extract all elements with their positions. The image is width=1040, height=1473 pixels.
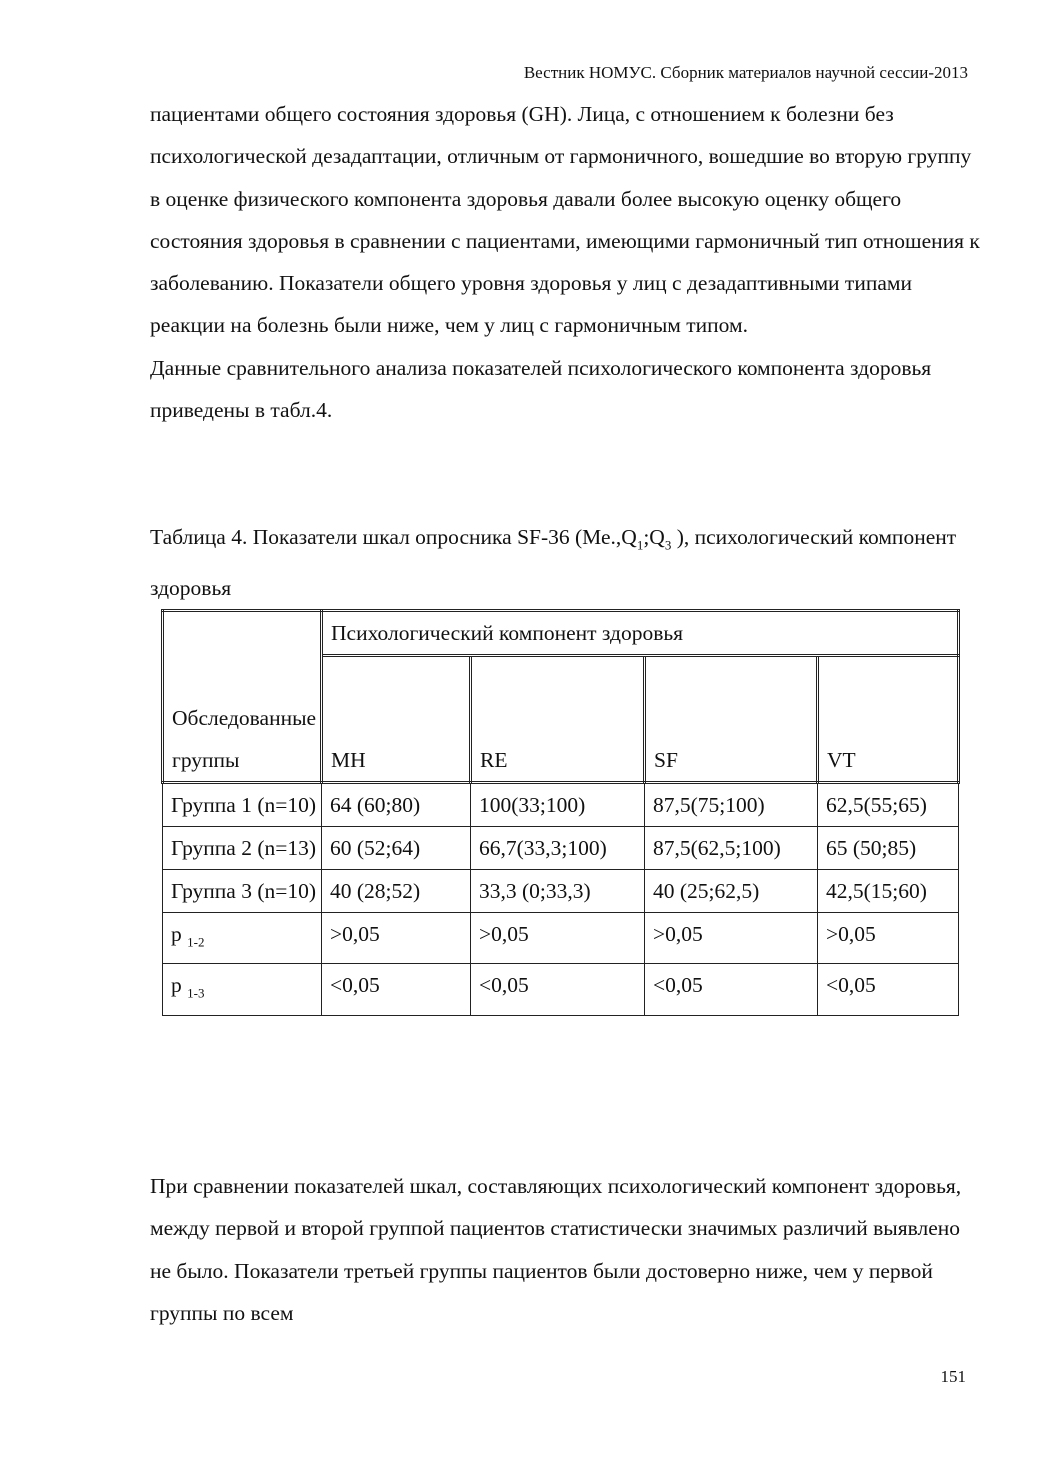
caption-separator: ;Q bbox=[643, 525, 665, 549]
table-row-p-1-2 bbox=[163, 913, 959, 964]
running-header: Вестник НОМУС. Сборник материалов научной сессии-2013 bbox=[523, 63, 968, 82]
p-symbol: p bbox=[171, 922, 182, 946]
cell-vt: <0,05 bbox=[818, 964, 959, 1015]
cell-vt: 65 (50;85) bbox=[818, 827, 959, 870]
cell-mh: 40 (28;52) bbox=[322, 870, 471, 913]
cell-mh: >0,05 bbox=[322, 913, 471, 964]
caption-sub-q1: 1 bbox=[636, 537, 644, 553]
caption-suffix: ), психологический компонент здоровья bbox=[150, 525, 957, 600]
p-subscript: 1-3 bbox=[187, 985, 205, 1001]
row-label bbox=[163, 913, 322, 964]
cell-sf: 87,5(75;100) bbox=[645, 783, 818, 827]
cell-vt: 62,5(55;65) bbox=[818, 783, 959, 827]
p-symbol: p bbox=[171, 973, 182, 998]
table-header-row bbox=[163, 611, 959, 656]
row-label: Группа 1 (n=10) bbox=[163, 783, 322, 827]
sf36-results-table bbox=[161, 609, 960, 1016]
cell-mh: 60 (52;64) bbox=[322, 827, 471, 870]
cell-re: >0,05 bbox=[471, 913, 645, 964]
cell-mh: 64 (60;80) bbox=[322, 783, 471, 827]
header-psychological-component: Психологический компонент здоровья bbox=[322, 611, 959, 656]
cell-sf: 87,5(62,5;100) bbox=[645, 827, 818, 870]
header-examined-groups: Обследованные группы bbox=[163, 611, 322, 783]
row-label: Группа 3 (n=10) bbox=[163, 870, 322, 913]
cell-re: <0,05 bbox=[471, 964, 645, 1015]
header-col-re: RE bbox=[471, 656, 645, 783]
header-col-sf: SF bbox=[645, 656, 818, 783]
table-caption bbox=[150, 516, 980, 609]
table-row-p-1-3 bbox=[163, 964, 959, 1015]
row-label bbox=[163, 964, 322, 1015]
table-row-group-1 bbox=[163, 783, 959, 827]
conclusion-text bbox=[150, 1165, 980, 1334]
cell-vt: >0,05 bbox=[818, 913, 959, 964]
header-col-vt: VT bbox=[818, 656, 959, 783]
table-row-group-3 bbox=[163, 870, 959, 913]
intro-text bbox=[150, 93, 980, 431]
cell-sf: >0,05 bbox=[645, 913, 818, 964]
paragraph-gh-comparison: пациентами общего состояния здоровья (GH). Лица, с отношением к болезни без психологической дезадаптации, отличным от гармоничного, вошедшие во вторую группу в оценке физического компонента здоровья давали более высокую оценку общего состояния здоровья в сравнении с пациентами, имеющими гармоничный тип отношения к заболеванию. Показатели общего уровня здоровья у лиц с дезадаптивными типами реакции на болезнь были ниже, чем у лиц с гармоничным типом. bbox=[150, 102, 980, 338]
cell-re: 66,7(33,3;100) bbox=[471, 827, 645, 870]
caption-sub-q3: 3 bbox=[664, 537, 672, 553]
p-subscript: 1-2 bbox=[187, 934, 205, 950]
paragraph-comparison-result: При сравнении показателей шкал, составляющих психологический компонент здоровья, между первой и второй группой пациентов статистически значимых различий выявлено не было. Показатели третьей группы пациентов были достоверно ниже, чем у первой группы по всем bbox=[150, 1174, 962, 1325]
header-col-mh: MH bbox=[322, 656, 471, 783]
caption-prefix: Таблица 4. Показатели шкал опросника SF-36 (Ме.,Q bbox=[150, 525, 637, 549]
cell-re: 100(33;100) bbox=[471, 783, 645, 827]
row-label: Группа 2 (n=13) bbox=[163, 827, 322, 870]
cell-re: 33,3 (0;33,3) bbox=[471, 870, 645, 913]
cell-sf: <0,05 bbox=[645, 964, 818, 1015]
cell-sf: 40 (25;62,5) bbox=[645, 870, 818, 913]
cell-vt: 42,5(15;60) bbox=[818, 870, 959, 913]
table-row-group-2 bbox=[163, 827, 959, 870]
cell-mh: <0,05 bbox=[322, 964, 471, 1015]
paragraph-table-reference: Данные сравнительного анализа показателей психологического компонента здоровья приведены в табл.4. bbox=[150, 355, 932, 423]
page-number: 151 bbox=[940, 1367, 966, 1386]
